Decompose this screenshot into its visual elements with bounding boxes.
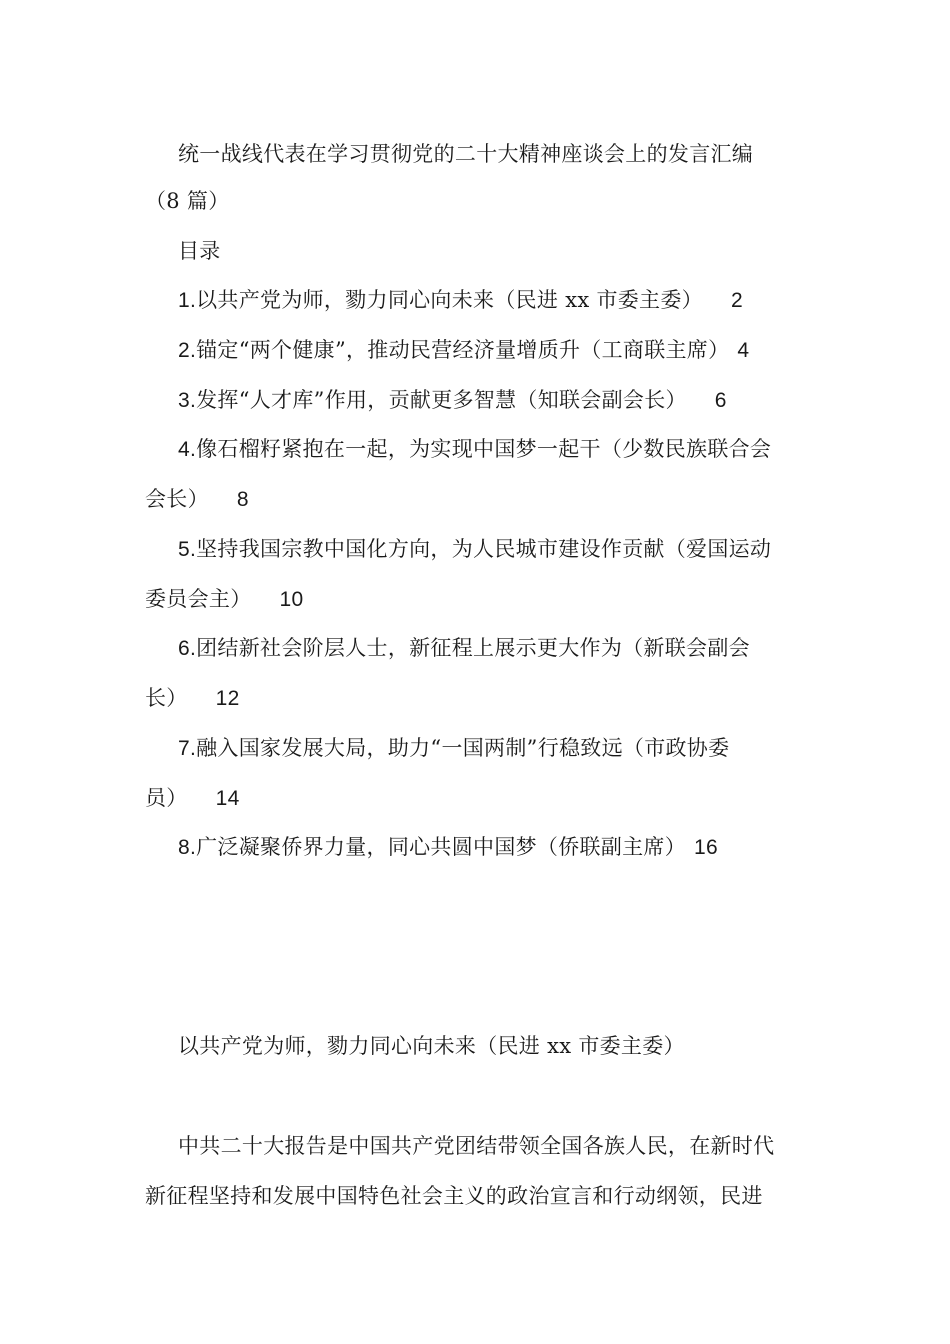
- toc-item-number: 7.: [178, 737, 197, 760]
- toc-item-title: 坚持我国宗教中国化方向，为人民城市建设作贡献（爱国运动: [196, 537, 772, 561]
- toc-item-7-continued[interactable]: [145, 786, 815, 811]
- toc-item-page: 14: [215, 787, 240, 810]
- toc-item-page: 12: [215, 687, 240, 710]
- toc-item-number: 5.: [178, 538, 197, 561]
- document-title-line-2: （8 篇）: [145, 189, 230, 213]
- toc-item-number: 2.: [178, 339, 197, 362]
- toc-item-6-continued[interactable]: [145, 686, 815, 711]
- toc-item-5-continued[interactable]: [145, 587, 815, 612]
- toc-item-title: 以共产党为师，勠力同心向未来（民进 xx 市委主委）: [196, 288, 703, 312]
- toc-item-page: 4: [737, 339, 750, 362]
- toc-item-title: 融入国家发展大局，助力“一国两制”行稳致远（市政协委: [196, 736, 730, 760]
- toc-item-title: 像石榴籽紧抱在一起，为实现中国梦一起干（少数民族联合会: [196, 437, 772, 461]
- body-paragraph-line-1: 中共二十大报告是中国共产党团结带领全国各族人民，在新时代: [178, 1134, 775, 1158]
- toc-item-number: 8.: [178, 836, 197, 859]
- toc-item-title: 发挥“人才库”作用，贡献更多智慧（知联会副会长）: [196, 388, 687, 412]
- toc-item-3[interactable]: [178, 388, 848, 413]
- toc-item-page: 10: [279, 588, 304, 611]
- section-title: 以共产党为师，勠力同心向未来（民进 xx 市委主委）: [178, 1034, 685, 1058]
- toc-item-number: 1.: [178, 289, 197, 312]
- toc-item-page: 8: [236, 488, 249, 511]
- toc-heading: 目录: [178, 239, 221, 263]
- toc-item-5[interactable]: [178, 537, 848, 562]
- toc-item-page: 2: [730, 289, 743, 312]
- toc-item-title: 锚定“两个健康”，推动民营经济量增质升（工商联主席）: [196, 338, 730, 362]
- toc-item-title-continued: 长）: [145, 686, 188, 710]
- toc-item-title: 广泛凝聚侨界力量，同心共圆中国梦（侨联副主席）: [196, 835, 687, 859]
- toc-item-title-continued: 会长）: [145, 487, 209, 511]
- toc-item-8[interactable]: [178, 835, 848, 860]
- toc-item-number: 6.: [178, 637, 197, 660]
- toc-item-title-continued: 员）: [145, 786, 188, 810]
- toc-item-4-continued[interactable]: [145, 487, 815, 512]
- document-title-line-1: 统一战线代表在学习贯彻党的二十大精神座谈会上的发言汇编: [178, 142, 754, 166]
- toc-item-title-continued: 委员会主）: [145, 587, 252, 611]
- toc-item-number: 4.: [178, 438, 197, 461]
- toc-item-title: 团结新社会阶层人士，新征程上展示更大作为（新联会副会: [196, 636, 750, 660]
- body-paragraph-line-2: 新征程坚持和发展中国特色社会主义的政治宣言和行动纲领，民进: [145, 1184, 763, 1208]
- toc-item-page: 16: [694, 836, 718, 859]
- toc-item-6[interactable]: [178, 636, 848, 661]
- toc-item-2[interactable]: [178, 338, 848, 363]
- toc-item-1[interactable]: [178, 288, 848, 313]
- toc-item-7[interactable]: [178, 736, 848, 761]
- toc-item-4[interactable]: [178, 437, 848, 462]
- toc-item-page: 6: [714, 389, 727, 412]
- toc-item-number: 3.: [178, 389, 197, 412]
